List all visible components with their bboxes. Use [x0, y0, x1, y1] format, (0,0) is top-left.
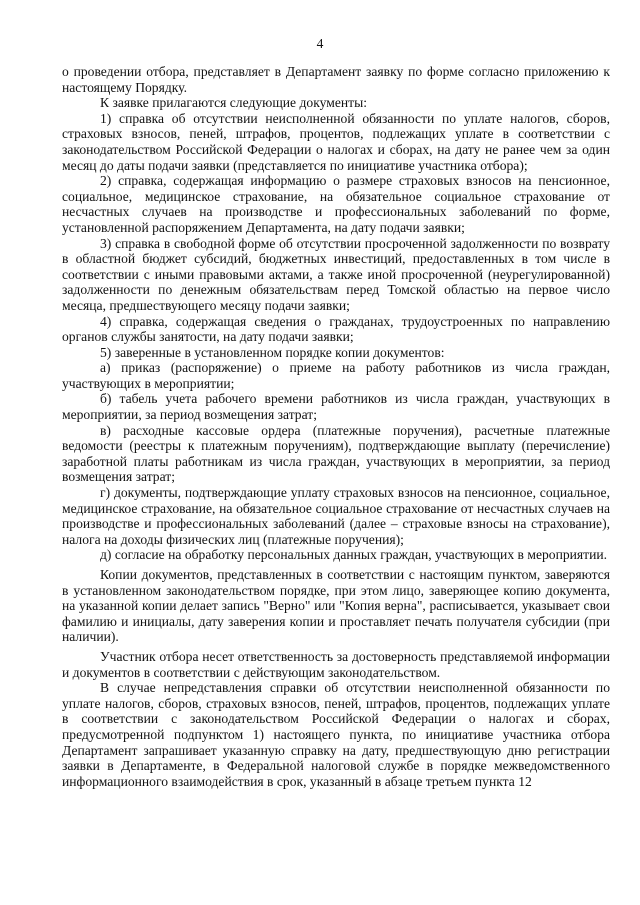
paragraph-item-5d: д) согласие на обработку персональных данных граждан, участвующих в мероприятии.: [100, 547, 608, 563]
paragraph-item-1: 1) справка об отсутствии неисполненной обязанности по уплате налогов, сборов, страховых взносов, пеней, штрафов, процентов, подлежащих уплате в соответствии с законодательством Российской Федерации о налогах и сборах, на дату не ранее чем за один месяц до даты подачи заявки (представляется по инициативе участника отбора);: [62, 110, 610, 173]
paragraph-item-5g: г) документы, подтверждающие уплату страховых взносов на пенсионное, социальное, медицинское страхование, на обязательное социальное страхование от несчастных случаев на производстве и профессиональных заболеваний (далее – страховые взносы на страхование), налога на доходы физических лиц (платежные поручения);: [62, 485, 610, 547]
paragraph-item-3: 3) справка в свободной форме об отсутствии просроченной задолженности по возврату в областной бюджет субсидий, бюджетных инвестиций, предоставленных в том числе в соответствии с иными правовыми актами, а также иной просроченной (неурегулированной) задолженности по денежным обязательствам перед Томской областью на первое число месяца, предшествующего месяцу подачи заявки;: [62, 235, 610, 313]
document-body: [62, 64, 610, 789]
page-number: 4: [316, 36, 324, 51]
paragraph-responsibility: Участник отбора несет ответственность за достоверность представляемой информации и документов в соответствии с действующим законодательством.: [62, 648, 610, 680]
paragraph-intro-continuation: о проведении отбора, представляет в Департамент заявку по форме согласно приложению к настоящему Порядку.: [62, 64, 610, 95]
paragraph-item-5a: а) приказ (распоряжение) о приеме на работу работников из числа граждан, участвующих в мероприятии;: [62, 360, 610, 391]
paragraph-item-5v: в) расходные кассовые ордера (платежные поручения), расчетные платежные ведомости (реестры к платежным поручениям), подтверждающие выплату (перечисление) заработной платы работникам из числа граждан, участвующих в мероприятии, за период возмещения затрат;: [62, 422, 610, 485]
paragraph-item-5b: б) табель учета рабочего времени работников из числа граждан, участвующих в мероприятии, за период возмещения затрат;: [62, 391, 610, 423]
paragraph-item-5: 5) заверенные в установленном порядке копии документов:: [100, 344, 445, 360]
paragraph-item-2: 2) справка, содержащая информацию о размере страховых взносов на пенсионное, социальное, медицинское страхование, на обязательное социальное страхование от несчастных случаев на производстве и профессиональных заболеваний по форме, установленной распоряжением Департамента, на дату подачи заявки;: [62, 173, 610, 235]
paragraph-copies-certification: Копии документов, представленных в соответствии с настоящим пунктом, заверяются в установленном законодательством порядке, при этом лицо, заверяющее копию документа, на указанной копии делает запись "Верно" или "Копия верна", расписывается, указывает свои фамилию и инициалы, дату заверения копии и проставляет печать получателя субсидии (при наличии).: [62, 567, 610, 645]
paragraph-attachments-heading: К заявке прилагаются следующие документы:: [100, 95, 367, 111]
paragraph-item-4: 4) справка, содержащая сведения о гражданах, трудоустроенных по направлению органов службы занятости, на дату подачи заявки;: [62, 313, 610, 345]
paragraph-non-submission: В случае непредставления справки об отсутствии неисполненной обязанности по уплате налогов, сборов, страховых взносов, пеней, штрафов, процентов, подлежащих уплате в соответствии с законодательством Российской Федерации о налогах и сборах, предусмотренной подпунктом 1) настоящего пункта, по инициативе участника отбора Департамент запрашивает указанную справку на дату, предшествующую дню регистрации заявки в Департаменте, в Федеральной налоговой службе в порядке межведомственного информационного взаимодействия в срок, указанный в абзаце третьем пункта 12: [62, 680, 610, 789]
